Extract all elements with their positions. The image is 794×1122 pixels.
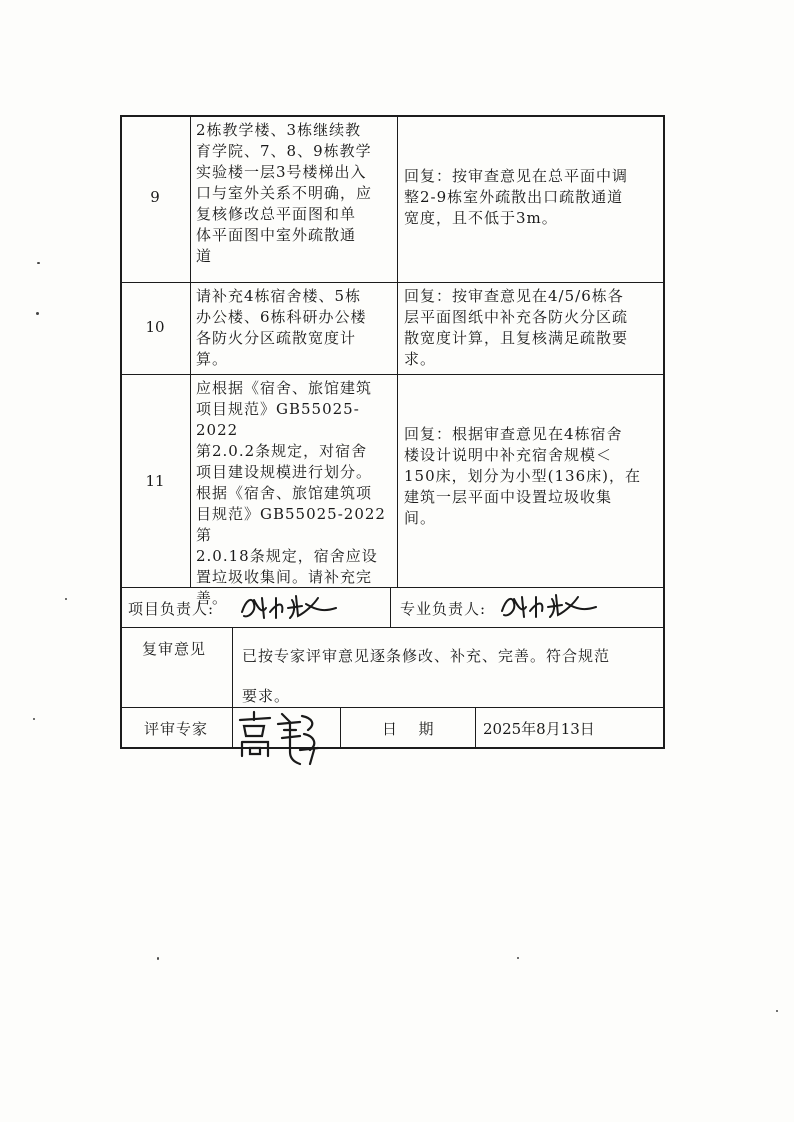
- row-issue-text: 请补充4栋宿舍楼、5栋 办公楼、6栋科研办公楼 各防火分区疏散宽度计 算。: [196, 287, 367, 368]
- col-divider-2: [397, 115, 398, 587]
- expert-label: 评审专家: [144, 720, 209, 738]
- review-text: 已按专家评审意见逐条修改、补充、完善。符合规范 要求。: [242, 647, 611, 705]
- row-reply-text: 回复：按审查意见在4/5/6栋各 层平面图纸中补充各防火分区疏 散宽度计算，且复核满足疏散要 求。: [404, 287, 629, 368]
- row-number: 9: [150, 188, 160, 206]
- project-lead-signature: [236, 590, 346, 624]
- row-issue-text: 应根据《宿舍、旅馆建筑 项目规范》GB55025-2022 第2.0.2条规定，对宿舍 项目建设规模进行划分。 根据《宿舍、旅馆建筑项 目规范》GB55025-2022第 2.0.18条规定，宿舍应设 置垃圾收集间。请补充完 善。: [196, 379, 386, 607]
- expert-signature: [234, 706, 330, 770]
- scan-speck: [65, 598, 67, 600]
- scan-speck: [157, 957, 159, 960]
- row-line-signatures: [120, 627, 665, 628]
- review-label: 复审意见: [142, 640, 207, 658]
- discipline-lead-signature: [496, 589, 606, 623]
- row-issue-text: 2栋教学楼、3栋继续教 育学院、7、8、9栋教学 实验楼一层3号楼梯出入 口与室外关系不明确，应 复核修改总平面图和单 体平面图中室外疏散通 道: [196, 121, 373, 265]
- project-lead-label: 项目负责人:: [128, 600, 215, 618]
- date-value: 2025年8月13日: [483, 720, 595, 738]
- row-reply-text: 回复：根据审查意见在4栋宿舍 楼设计说明中补充宿舍规模＜ 150床，划分为小型(136床)，在 建筑一层平面中设置垃圾收集 间。: [404, 425, 641, 527]
- discipline-lead-label: 专业负责人:: [400, 600, 487, 618]
- review-row-divider: [232, 627, 233, 748]
- scan-speck: [36, 312, 39, 315]
- table-border-left: [120, 115, 122, 748]
- row-line-top: [120, 115, 665, 117]
- row-reply-text: 回复：按审查意见在总平面中调 整2-9栋室外疏散出口疏散通道 宽度，且不低于3m。: [404, 167, 629, 227]
- scan-speck: [776, 1010, 778, 1012]
- row-line-bottom: [120, 747, 665, 749]
- row-line-9: [120, 282, 665, 283]
- col-divider-1: [190, 115, 191, 587]
- scan-speck: [517, 957, 519, 959]
- date-label: 日 期: [382, 720, 438, 738]
- row-number: 11: [145, 472, 165, 490]
- row-number: 10: [145, 318, 165, 336]
- scan-speck: [37, 262, 40, 264]
- scan-speck: [33, 718, 35, 720]
- row-line-10: [120, 374, 665, 375]
